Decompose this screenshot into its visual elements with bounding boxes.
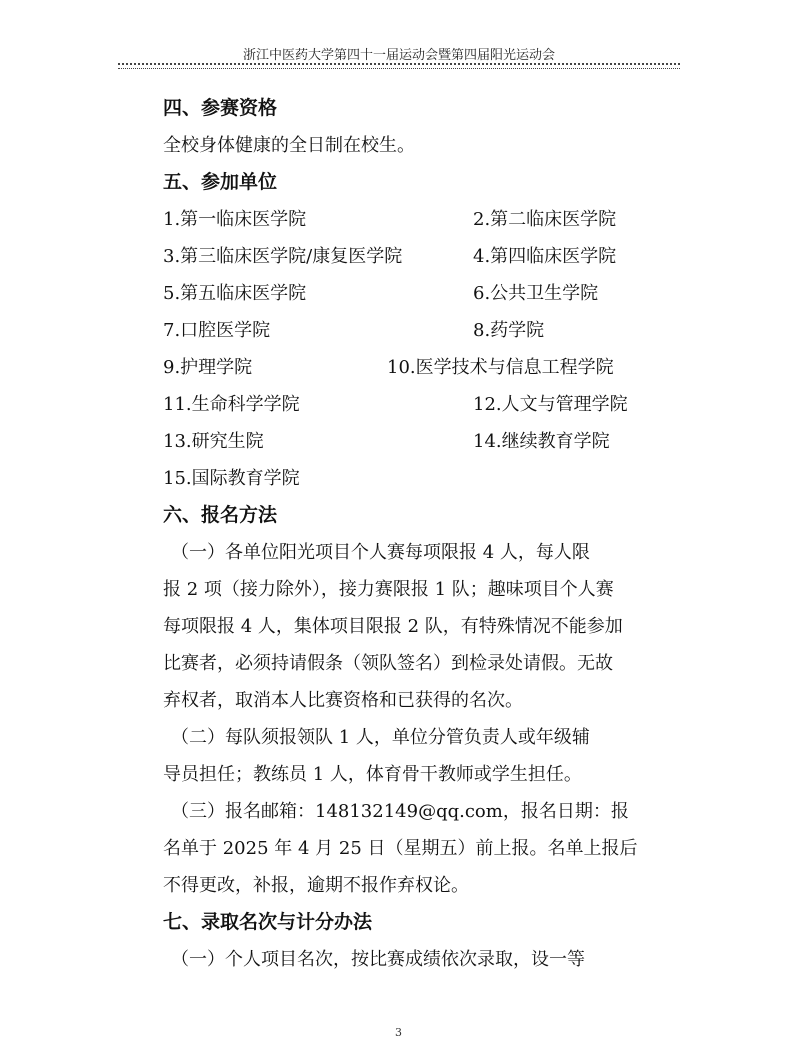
unit-item: 11.生命科学学院 <box>163 394 300 415</box>
paragraph-line: 弃权者，取消本人比赛资格和已获得的名次。 <box>163 690 523 711</box>
unit-row <box>163 312 663 349</box>
unit-row <box>163 238 663 275</box>
unit-item: 6.公共卫生学院 <box>473 283 599 304</box>
registration-paragraph-2 <box>163 719 663 793</box>
unit-item: 8.药学院 <box>473 320 545 341</box>
unit-item: 2.第二临床医学院 <box>473 209 617 230</box>
unit-item: 13.研究生院 <box>163 431 264 452</box>
unit-row <box>163 275 663 312</box>
unit-row <box>163 349 663 386</box>
section-heading-eligibility: 四、参赛资格 <box>163 97 278 119</box>
page-number: 3 <box>395 1026 402 1039</box>
paragraph-line: （二）每队须报领队 1 人，单位分管负责人或年级辅 <box>171 727 590 748</box>
paragraph-line: 每项限报 4 人，集体项目限报 2 队，有特殊情况不能参加 <box>163 616 623 637</box>
paragraph-line: 导员担任；教练员 1 人，体育骨干教师或学生担任。 <box>163 764 582 785</box>
unit-item: 10.医学技术与信息工程学院 <box>387 357 614 378</box>
unit-item: 9.护理学院 <box>163 357 253 378</box>
registration-paragraph-1 <box>163 534 663 719</box>
unit-item: 1.第一临床医学院 <box>163 209 307 230</box>
paragraph-line: （三）报名邮箱：148132149@qq.com，报名日期：报 <box>171 801 629 822</box>
header-divider <box>118 63 680 69</box>
section-heading-ranking: 七、录取名次与计分办法 <box>163 911 373 933</box>
section-heading-registration: 六、报名方法 <box>163 504 278 526</box>
unit-item: 15.国际教育学院 <box>163 468 300 489</box>
unit-item: 14.继续教育学院 <box>473 431 610 452</box>
registration-paragraph-3 <box>163 793 663 904</box>
unit-item: 4.第四临床医学院 <box>473 246 617 267</box>
eligibility-text: 全校身体健康的全日制在校生。 <box>163 135 415 156</box>
unit-row <box>163 460 663 497</box>
paragraph-line: 报 2 项（接力除外），接力赛限报 1 队；趣味项目个人赛 <box>163 579 614 600</box>
unit-row <box>163 201 663 238</box>
unit-item: 12.人文与管理学院 <box>473 394 628 415</box>
document-body <box>163 90 663 978</box>
paragraph-line: （一）个人项目名次，按比赛成绩依次录取，设一等 <box>171 949 585 970</box>
unit-item: 3.第三临床医学院/康复医学院 <box>163 246 403 267</box>
unit-item: 5.第五临床医学院 <box>163 283 307 304</box>
running-header: 浙江中医药大学第四十一届运动会暨第四届阳光运动会 <box>242 48 555 63</box>
unit-row <box>163 386 663 423</box>
unit-item: 7.口腔医学院 <box>163 320 271 341</box>
paragraph-line: 名单于 2025 年 4 月 25 日（星期五）前上报。名单上报后 <box>163 838 638 859</box>
paragraph-line: （一）各单位阳光项目个人赛每项限报 4 人，每人限 <box>171 542 590 563</box>
section-heading-units: 五、参加单位 <box>163 171 278 193</box>
paragraph-line: 不得更改，补报，逾期不报作弃权论。 <box>163 875 469 896</box>
unit-row <box>163 423 663 460</box>
paragraph-line: 比赛者，必须持请假条（领队签名）到检录处请假。无故 <box>163 653 613 674</box>
ranking-paragraph-1 <box>163 941 663 978</box>
